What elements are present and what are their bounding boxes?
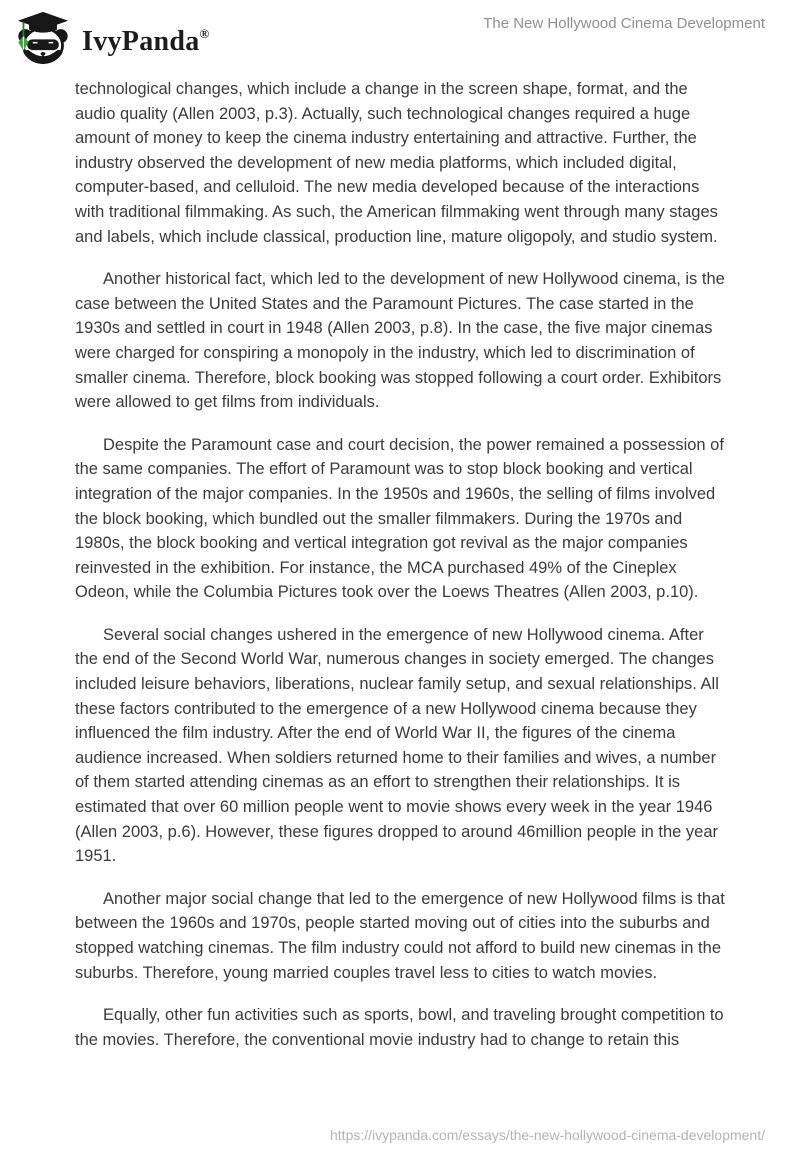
essay-paragraph: Another historical fact, which led to the development of new Hollywood cinema, is the case between the United States and the Paramount Pictures. The case started in the 1930s and settled in court in 1948 (Allen 2003, p.8). In the case, the five major cinemas were charged for conspiring a monopoly in the industry, which led to discrimination of smaller cinema. Therefore, block booking was stopped following a court order. Exhibitors were allowed to get films from individuals.	[75, 270, 725, 412]
essay-body	[0, 64, 800, 1052]
brand-name: IvyPanda®	[82, 26, 210, 57]
essay-paragraph: Despite the Paramount case and court decision, the power remained a possession of the same companies. The effort of Paramount was to stop block booking and vertical integration of the major companies. In the 1950s and 1960s, the selling of films involved the block booking, which bundled out the smaller filmmakers. During the 1970s and 1980s, the block booking and vertical integration got revival as the major companies reinvested in the exhibition. For instance, the MCA purchased 49% of the Cineplex Odeon, while the Columbia Pictures took over the Loews Theatres (Allen 2003, p.10).	[75, 435, 724, 602]
page-header	[0, 0, 800, 64]
registered-mark: ®	[199, 26, 210, 41]
panda-graduation-cap-icon	[13, 11, 73, 65]
source-url: https://ivypanda.com/essays/the-new-hollywood-cinema-development/	[330, 1127, 765, 1143]
document-title: The New Hollywood Cinema Development	[483, 15, 765, 32]
essay-paragraph: Equally, other fun activities such as sports, bowl, and traveling brought competition to the movies. Therefore, the conventional movie industry had to change to retain this	[75, 1006, 724, 1049]
essay-paragraph: Another major social change that led to the emergence of new Hollywood films is that between the 1960s and 1970s, people started moving out of cities into the suburbs and stopped watching cinemas. The film industry could not afford to build new cinemas in the suburbs. Therefore, young married couples travel less to cities to watch movies.	[75, 889, 725, 982]
essay-paragraph: technological changes, which include a change in the screen shape, format, and the audio quality (Allen 2003, p.3). Actually, such technological changes required a huge amount of money to keep the cinema industry entertaining and attractive. Further, the industry observed the development of new media platforms, which included digital, computer-based, and celluloid. The new media developed because of the interactions with traditional filmmaking. As such, the American filmmaking went through many stages and labels, which include classical, production line, mature oligopoly, and studio system.	[75, 80, 718, 246]
brand-logo	[13, 7, 210, 69]
essay-paragraph: Several social changes ushered in the emergence of new Hollywood cinema. After the end of the Second World War, numerous changes in society emerged. The changes included leisure behaviors, liberations, nuclear family setup, and sexual relationships. All these factors contributed to the emergence of a new Hollywood cinema because they influenced the film industry. After the end of World War II, the figures of the cinema audience increased. When soldiers returned home to their families and wives, a number of them started attending cinemas as an effort to strengthen their relationships. It is estimated that over 60 million people went to movie shows every week in the year 1946 (Allen 2003, p.6). However, these figures dropped to around 46million people in the year 1951.	[75, 625, 719, 866]
page-footer	[330, 1127, 765, 1143]
